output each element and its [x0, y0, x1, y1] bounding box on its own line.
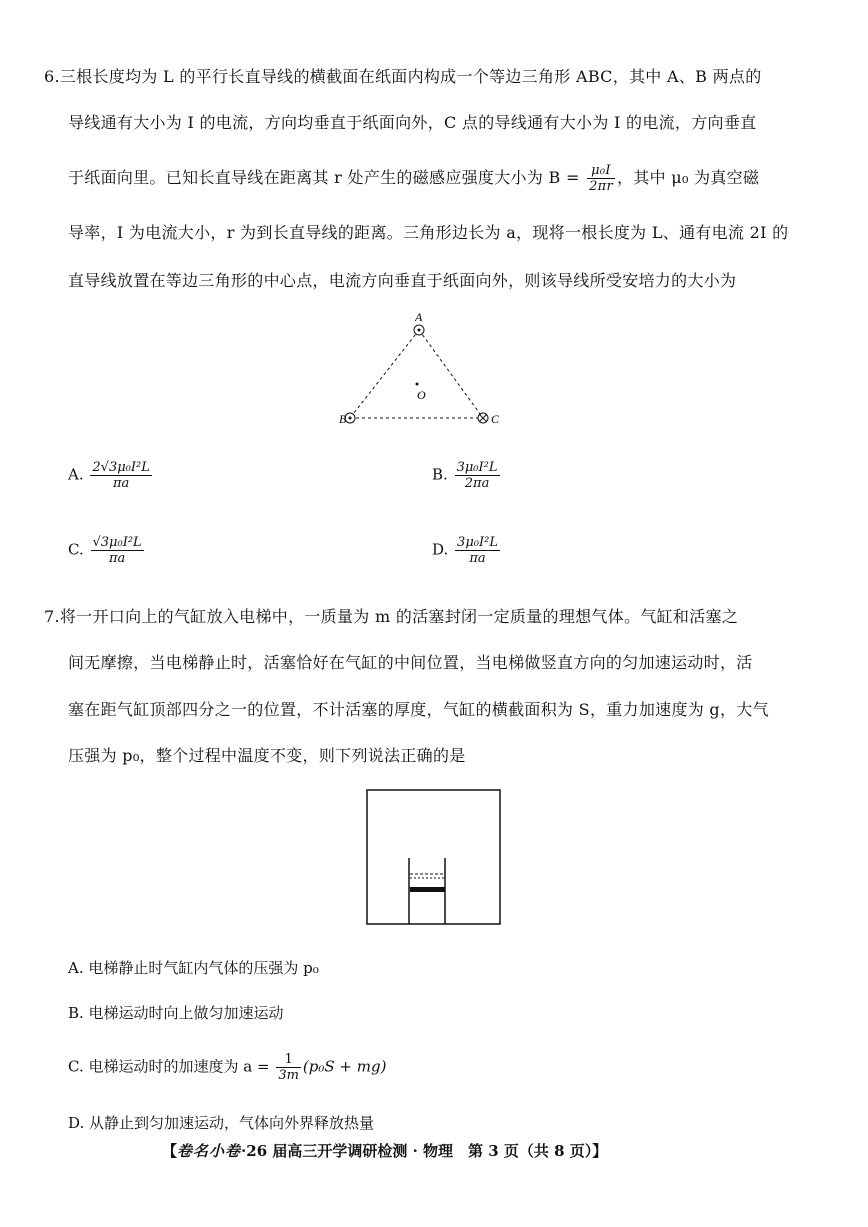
option-numerator: 1 — [276, 1052, 301, 1068]
option-letter: D. — [432, 540, 449, 559]
option-denominator: πa — [108, 551, 126, 566]
option-numerator: √3μ₀I²L — [92, 535, 142, 550]
option-c-prefix: C. 电梯运动时的加速度为 a = — [68, 1057, 270, 1076]
brand-logo: 卷名小卷 — [177, 1142, 242, 1160]
center-point — [416, 383, 419, 386]
q7-text-1: 将一开口向上的气缸放入电梯中，一质量为 m 的活塞封闭一定质量的理想气体。气缸和活塞之 — [59, 607, 739, 626]
wire-b-out-icon — [345, 413, 355, 423]
option-c-fraction — [276, 1052, 301, 1083]
q7-option-d[interactable]: D. 从静止到匀加速运动，气体向外界释放热量 — [68, 1114, 375, 1132]
q6-line-1 — [44, 64, 762, 87]
q6-number: 6. — [44, 67, 60, 86]
option-numerator: 2√3μ₀I²L — [92, 460, 150, 475]
option-numerator: 3μ₀I²L — [456, 460, 498, 475]
option-letter: B. — [432, 465, 448, 484]
q7-line-2: 间无摩擦，当电梯静止时，活塞恰好在气缸的中间位置，当电梯做竖直方向的匀加速运动时，活 — [68, 653, 753, 672]
q6-text-1: 三根长度均为 L 的平行长直导线的横截面在纸面内构成一个等边三角形 ABC，其中 A、B 两点的 — [59, 67, 762, 86]
q7-number: 7. — [44, 607, 60, 626]
label-c: C — [491, 412, 500, 426]
label-a: A — [415, 310, 423, 324]
option-a-fraction — [90, 460, 151, 491]
q7-line-1 — [44, 604, 738, 627]
option-denominator: 2πa — [464, 476, 490, 491]
q6-formula — [587, 163, 615, 194]
option-denominator: πa — [469, 551, 486, 566]
option-b-fraction — [455, 460, 500, 491]
q6-line-4: 导率，I 为电流大小，r 为到长直导线的距离。三角形边长为 a，现将一根长度为 L、通有电流 2I 的 — [68, 223, 789, 242]
wire-c-in-icon — [478, 413, 488, 423]
q7-option-b[interactable]: B. 电梯运动时向上做匀加速运动 — [68, 1004, 284, 1022]
formula-denominator: 2πr — [589, 179, 613, 194]
q7-option-a[interactable]: A. 电梯静止时气缸内气体的压强为 p₀ — [68, 959, 319, 977]
q7-line-3: 塞在距气缸顶部四分之一的位置，不计活塞的厚度，气缸的横截面积为 S，重力加速度为 g，大气 — [68, 700, 769, 719]
option-denominator: πa — [112, 476, 130, 491]
option-numerator: 3μ₀I²L — [457, 535, 498, 550]
option-letter: A. — [68, 465, 84, 484]
q7-option-c[interactable] — [68, 1052, 386, 1083]
q6-option-b[interactable] — [432, 460, 502, 491]
formula-numerator: μ₀I — [587, 163, 615, 179]
q6-text-3: 于纸面向里。已知长直导线在距离其 r 处产生的磁感应强度大小为 B = — [68, 168, 580, 187]
footer-bracket: 【 — [162, 1142, 178, 1160]
option-c-suffix: (p₀S + mg) — [302, 1057, 387, 1076]
option-denominator: 3m — [278, 1068, 299, 1083]
q6-line-2: 导线通有大小为 I 的电流，方向均垂直于纸面向外，C 点的导线通有大小为 I 的电流，方向垂直 — [68, 113, 757, 132]
option-d-fraction — [455, 535, 500, 566]
wire-a-out-icon — [414, 325, 424, 335]
q6-option-d[interactable] — [432, 535, 502, 566]
label-b: B — [339, 412, 347, 426]
footer-text: ·26 届高三开学调研检测 · 物理 第 3 页（共 8 页）】 — [241, 1142, 608, 1160]
triangle-figure — [330, 308, 530, 438]
q6-text-4: ，其中 μ₀ 为真空磁 — [617, 168, 760, 187]
option-c-fraction — [91, 535, 144, 566]
q6-option-c[interactable] — [68, 535, 146, 566]
q6-line-5: 直导线放置在等边三角形的中心点，电流方向垂直于纸面向外，则该导线所受安培力的大小为 — [68, 271, 737, 290]
piston — [410, 887, 445, 892]
page-footer — [162, 1140, 607, 1161]
option-letter: C. — [68, 540, 84, 559]
elevator-box — [367, 790, 500, 924]
q6-line-3 — [68, 163, 759, 194]
q7-line-4: 压强为 p₀，整个过程中温度不变，则下列说法正确的是 — [68, 746, 466, 765]
cylinder-figure — [365, 788, 505, 928]
q6-option-a[interactable] — [68, 460, 154, 491]
label-o: O — [417, 388, 426, 402]
